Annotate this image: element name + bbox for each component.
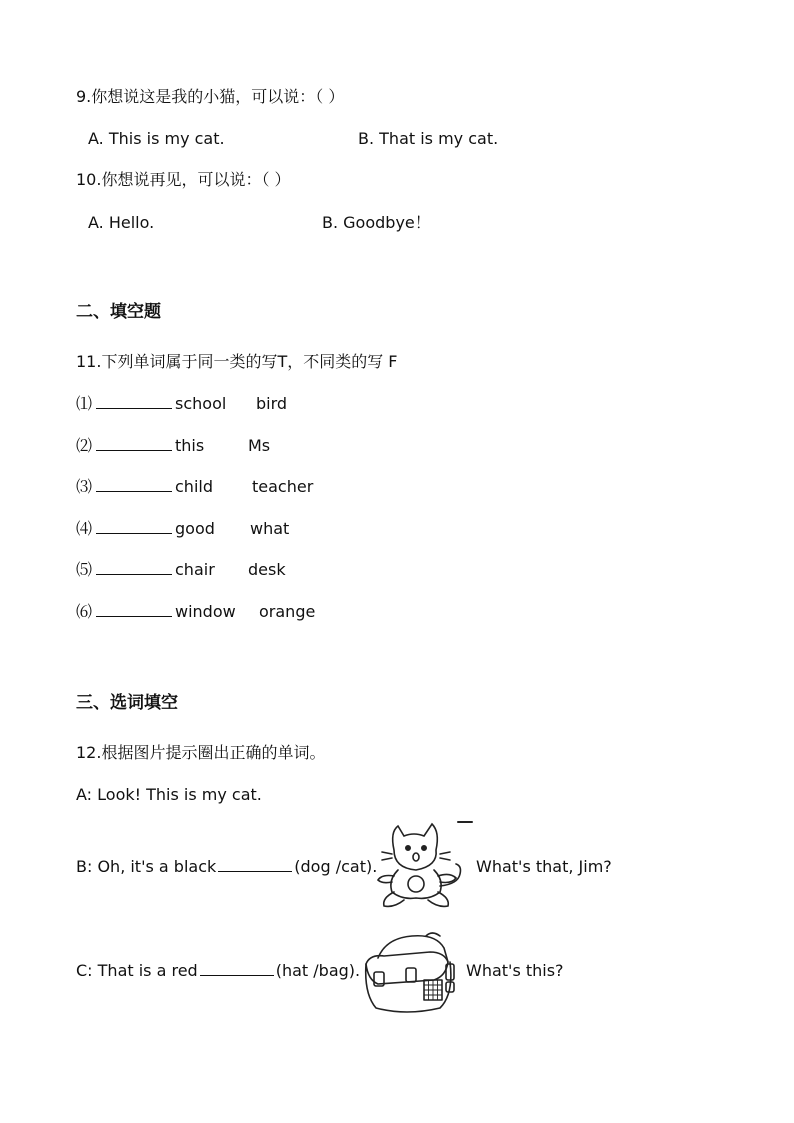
q11-item	[76, 436, 271, 456]
line-b-choices: (dog /cat).	[294, 857, 378, 876]
q11-item	[76, 477, 314, 497]
answer-blank[interactable]	[218, 857, 292, 872]
item-number: ⑵	[76, 436, 93, 455]
q11-prompt: 11.下列单词属于同一类的写T，不同类的写 F	[76, 352, 398, 371]
answer-blank[interactable]	[96, 560, 172, 575]
bag-illustration	[356, 928, 464, 1016]
q9-option-b: B. That is my cat.	[358, 129, 499, 148]
q12-prompt: 12.根据图片提示圈出正确的单词。	[76, 743, 326, 762]
word-2: Ms	[248, 436, 271, 455]
dialogue-line-b-tail: What's that, Jim?	[476, 857, 612, 876]
q10-option-b: B. Goodbye！	[322, 213, 431, 232]
q11-item	[76, 394, 288, 414]
word-1: this	[175, 436, 205, 455]
cat-illustration	[368, 818, 476, 910]
answer-blank[interactable]	[96, 519, 172, 534]
q11-item	[76, 560, 286, 580]
q9-option-a: A. This is my cat.	[88, 129, 225, 148]
dialogue-line-c-tail: What's this?	[466, 961, 564, 980]
dialogue-line-b	[76, 857, 377, 877]
section3-heading: 三、选词填空	[76, 693, 178, 713]
word-2: bird	[256, 394, 288, 413]
q11-item	[76, 602, 316, 622]
word-1: school	[175, 394, 227, 413]
word-2: what	[250, 519, 290, 538]
q9-prompt: 9.你想说这是我的小猫，可以说：（ ）	[76, 87, 345, 106]
item-number: ⑸	[76, 560, 93, 579]
answer-blank[interactable]	[96, 394, 172, 409]
q11-item	[76, 519, 290, 539]
answer-blank[interactable]	[200, 961, 274, 976]
word-2: desk	[248, 560, 286, 579]
answer-blank[interactable]	[96, 436, 172, 451]
word-1: child	[175, 477, 213, 496]
item-number: ⑷	[76, 519, 93, 538]
answer-blank[interactable]	[96, 477, 172, 492]
word-2: orange	[259, 602, 316, 621]
section2-heading: 二、填空题	[76, 302, 161, 322]
word-1: good	[175, 519, 215, 538]
line-c-text: C: That is a red	[76, 961, 198, 980]
answer-blank[interactable]	[96, 602, 172, 617]
line-b-text: B: Oh, it's a black	[76, 857, 217, 876]
line-c-choices: (hat /bag).	[275, 961, 361, 980]
item-number: ⑴	[76, 394, 93, 413]
item-number: ⑹	[76, 602, 93, 621]
q10-prompt: 10.你想说再见，可以说：（ ）	[76, 170, 291, 189]
dialogue-line-c	[76, 961, 360, 981]
word-1: chair	[175, 560, 215, 579]
item-number: ⑶	[76, 477, 93, 496]
q10-option-a: A. Hello.	[88, 213, 155, 232]
word-1: window	[175, 602, 236, 621]
word-2: teacher	[252, 477, 314, 496]
dialogue-line-a: A: Look! This is my cat.	[76, 785, 262, 804]
